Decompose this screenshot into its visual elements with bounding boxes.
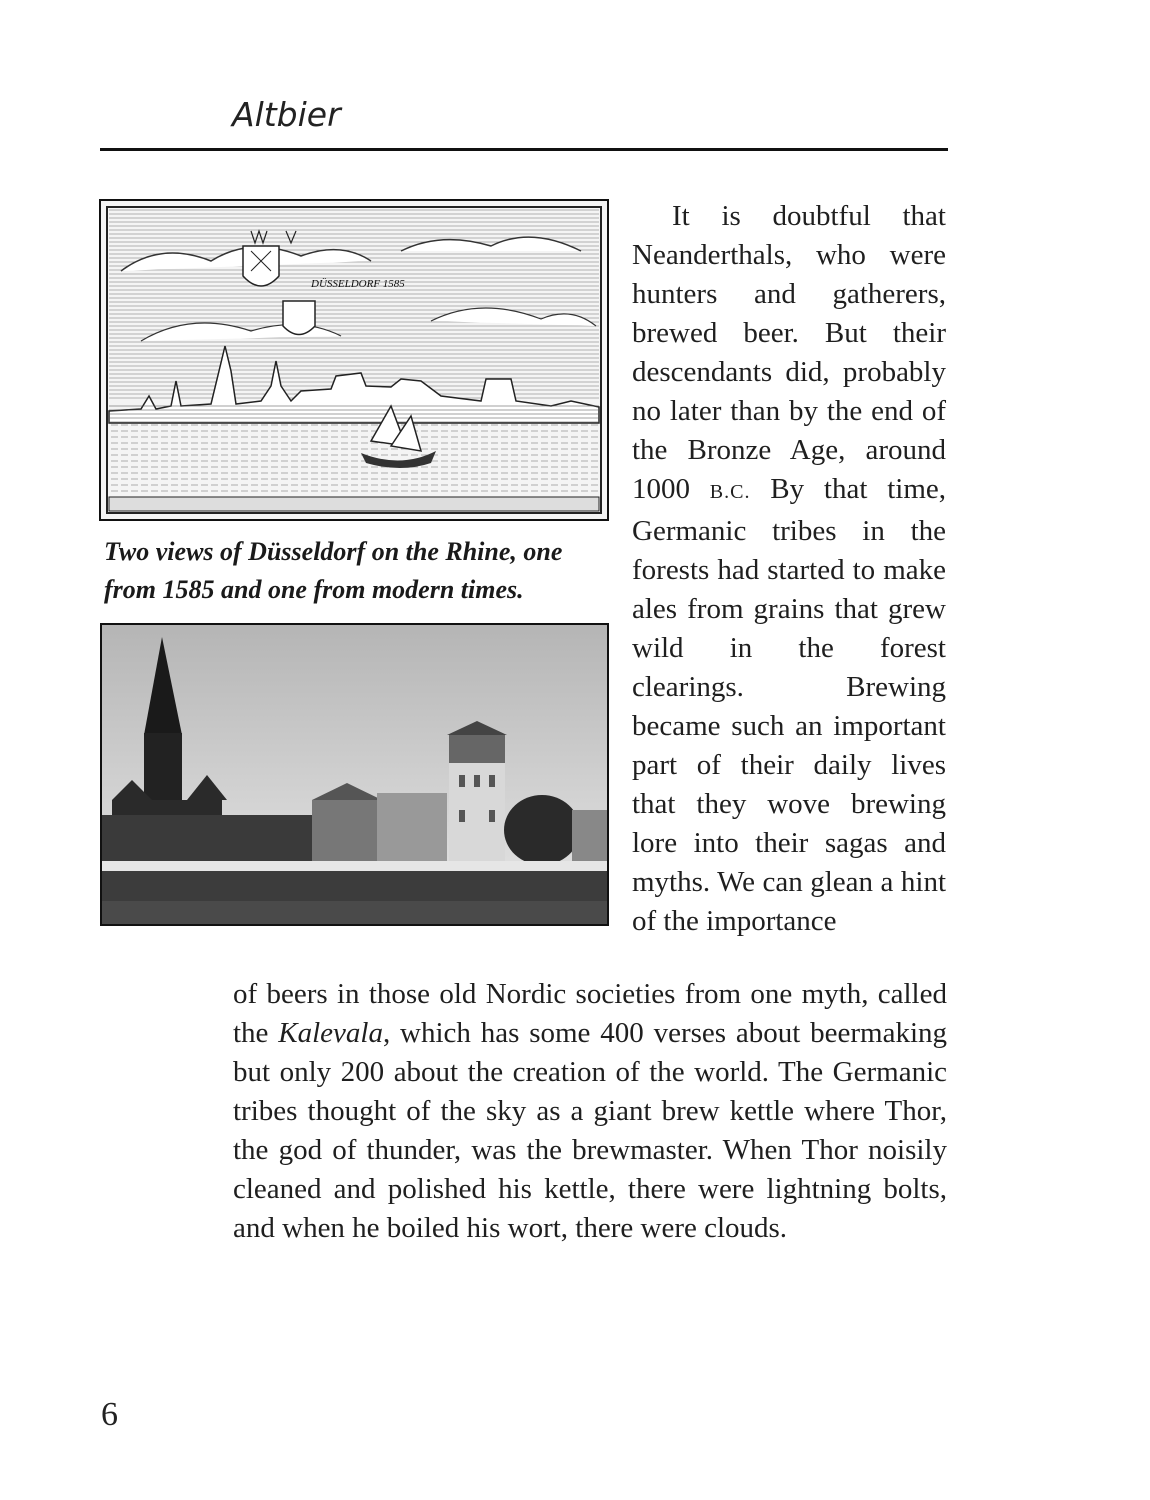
castle-tower [447,721,507,863]
body-column-text [632,197,946,941]
running-header: Altbier [232,95,341,134]
engraving-title: DÜSSELDORF 1585 [311,278,405,290]
header-rule [100,148,948,151]
body-full-text [233,975,947,1248]
page-number: 6 [101,1396,118,1433]
modern-photo [100,623,609,926]
engraving-image [99,199,609,521]
body-text-part: By that time, Germanic tribes in the forests had started to make ales from grains that grew wild in the forest clearings. Brewing became such an important part of their daily lives that they wove brewing lore into their sagas and myths. We can glean a hint of the importance [632,473,946,937]
body-text-part: of beers in those old Nordic societies from one myth, called the [233,978,947,1049]
body-text-part: , which has some 400 verses about beermaking but only 200 about the creation of the world. The Germanic tribes thought of the sky as a giant brew kettle where Thor, the god of thunder, was the brewmaster. When Thor noisily cleaned and polished his kettle, there were lightning bolts, and when he boiled his wort, there were clouds. [233,1017,948,1244]
italic-title-kalevala: Kalevala [278,1017,383,1049]
figure-caption: Two views of Düsseldorf on the Rhine, one from 1585 and one from modern times. [104,537,563,604]
body-text-part: It is doubtful that Neanderthals, who were hunters and gatherers, brewed beer. But their descendants did, probably no later than by the end of the Bronze Age, around 1000 [632,200,946,505]
small-caps-bc: B.C. [709,481,751,503]
